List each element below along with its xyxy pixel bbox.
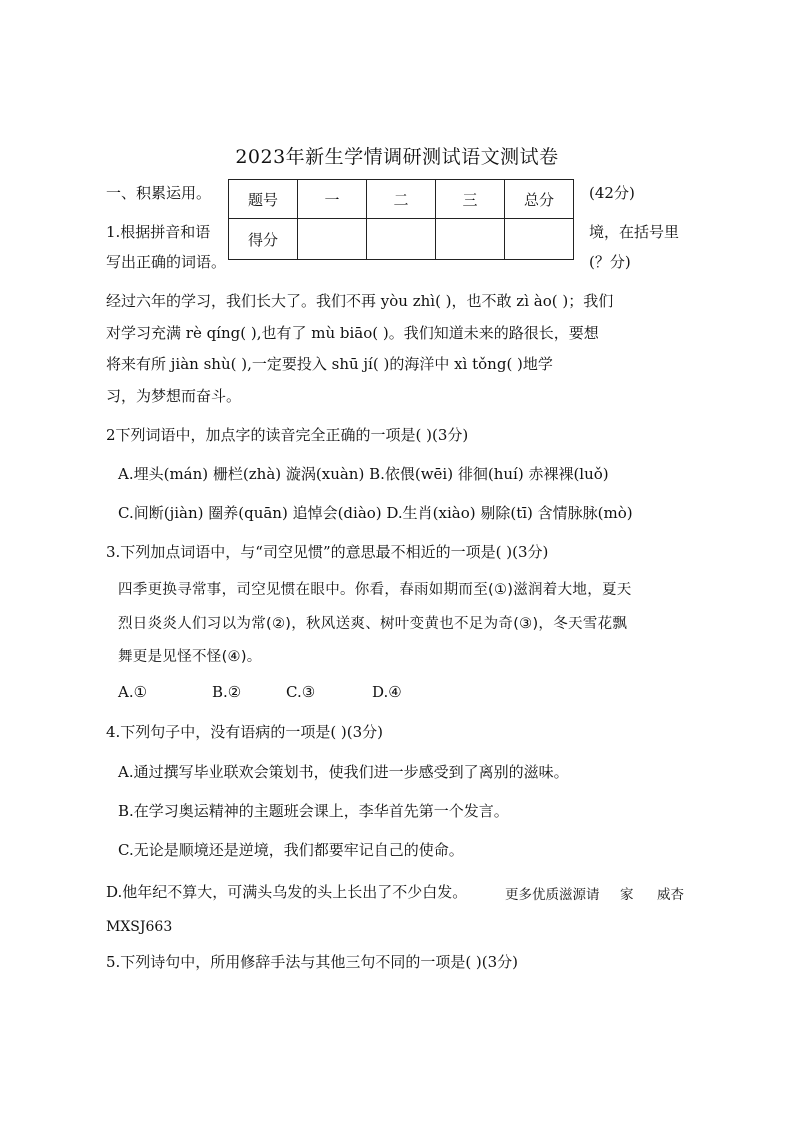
q3-option-a: A.①: [118, 683, 148, 701]
q2-option-line: C.间断(jiàn) 圈养(quān) 追悼会(diào) D.生肖(xiào) 剔除(tī) 含情脉脉(mò): [118, 504, 633, 522]
q1-line1-left: 1.根据拼音和语: [106, 223, 211, 241]
q4-option-d: D.他年纪不算大，可满头乌发的头上长出了不少白发。: [106, 883, 468, 901]
watermark-text: 威杏: [657, 887, 684, 903]
q1-line1-right: 境，在括号里: [589, 223, 680, 241]
score-cell[interactable]: [298, 219, 367, 260]
watermark-text: 更多优质滋源请: [505, 887, 600, 903]
q4-option-b: B.在学习奥运精神的主题班会课上，李华首先第一个发言。: [118, 802, 509, 820]
score-table-header: 二: [367, 180, 436, 219]
section-heading: 一、积累运用。: [106, 184, 212, 202]
q3-option-d: D.④: [372, 683, 402, 701]
q1-paragraph-line: 将来有所 jiàn shù( ),一定要投入 shū jí( )的海洋中 xì tǒng( )地学: [106, 355, 553, 373]
q2-option-line: A.埋头(mán) 栅栏(zhà) 漩涡(xuàn) B.依偎(wēi) 徘徊(huí) 赤裸裸(luǒ): [118, 465, 609, 483]
score-cell[interactable]: [505, 219, 574, 260]
score-table-header: 总分: [505, 180, 574, 219]
q3-stem: 3.下列加点词语中，与“司空见惯”的意思最不相近的一项是( )(3分): [106, 543, 549, 561]
score-table: [228, 179, 574, 260]
q3-passage-line: 烈日炎炎人们习以为常(②)，秋风送爽、树叶变黄也不足为奇(③)，冬天雪花飘: [118, 616, 628, 632]
watermark-text: 家: [620, 887, 634, 903]
score-table-header: 题号: [229, 180, 298, 219]
score-table-header-row: [229, 180, 574, 219]
q1-line2-right: (？分): [589, 253, 631, 271]
section-points: (42分): [589, 184, 635, 202]
q4-option-c: C.无论是顺境还是逆境，我们都要牢记自己的使命。: [118, 841, 464, 859]
score-cell[interactable]: [367, 219, 436, 260]
q3-passage-line: 舞更是见怪不怪(④)。: [118, 649, 262, 665]
q4-option-a: A.通过撰写毕业联欢会策划书，使我们进一步感受到了离别的滋味。: [118, 763, 569, 781]
q1-paragraph-line: 经过六年的学习，我们长大了。我们不再 yòu zhì( )，也不敢 zì ào( )；我们: [106, 292, 614, 310]
watermark-id: MXSJ663: [106, 919, 173, 935]
q3-passage-line: 四季更换寻常事，司空见惯在眼中。你看，春雨如期而至(①)滋润着大地，夏天: [118, 582, 632, 598]
score-table-row: [229, 219, 574, 260]
q1-line2-left: 写出正确的词语。: [106, 253, 227, 271]
q1-paragraph-line: 对学习充满 rè qíng( ),也有了 mù biāo( )。我们知道未来的路很长，要想: [106, 324, 599, 342]
score-table-header: 三: [436, 180, 505, 219]
q2-stem: 2下列词语中，加点字的读音完全正确的一项是( )(3分): [106, 426, 469, 444]
page-title: 2023年新生学情调研测试语文测试卷: [235, 146, 559, 168]
q1-paragraph-line: 习，为梦想而奋斗。: [106, 387, 242, 405]
score-table-header: 一: [298, 180, 367, 219]
q5-stem: 5.下列诗句中，所用修辞手法与其他三句不同的一项是( )(3分): [106, 953, 519, 971]
score-cell[interactable]: [436, 219, 505, 260]
q3-option-c: C.③: [286, 683, 316, 701]
score-row-label: 得分: [229, 219, 298, 260]
q4-stem: 4.下列句子中，没有语病的一项是( )(3分): [106, 723, 384, 741]
q3-option-b: B.②: [212, 683, 242, 701]
